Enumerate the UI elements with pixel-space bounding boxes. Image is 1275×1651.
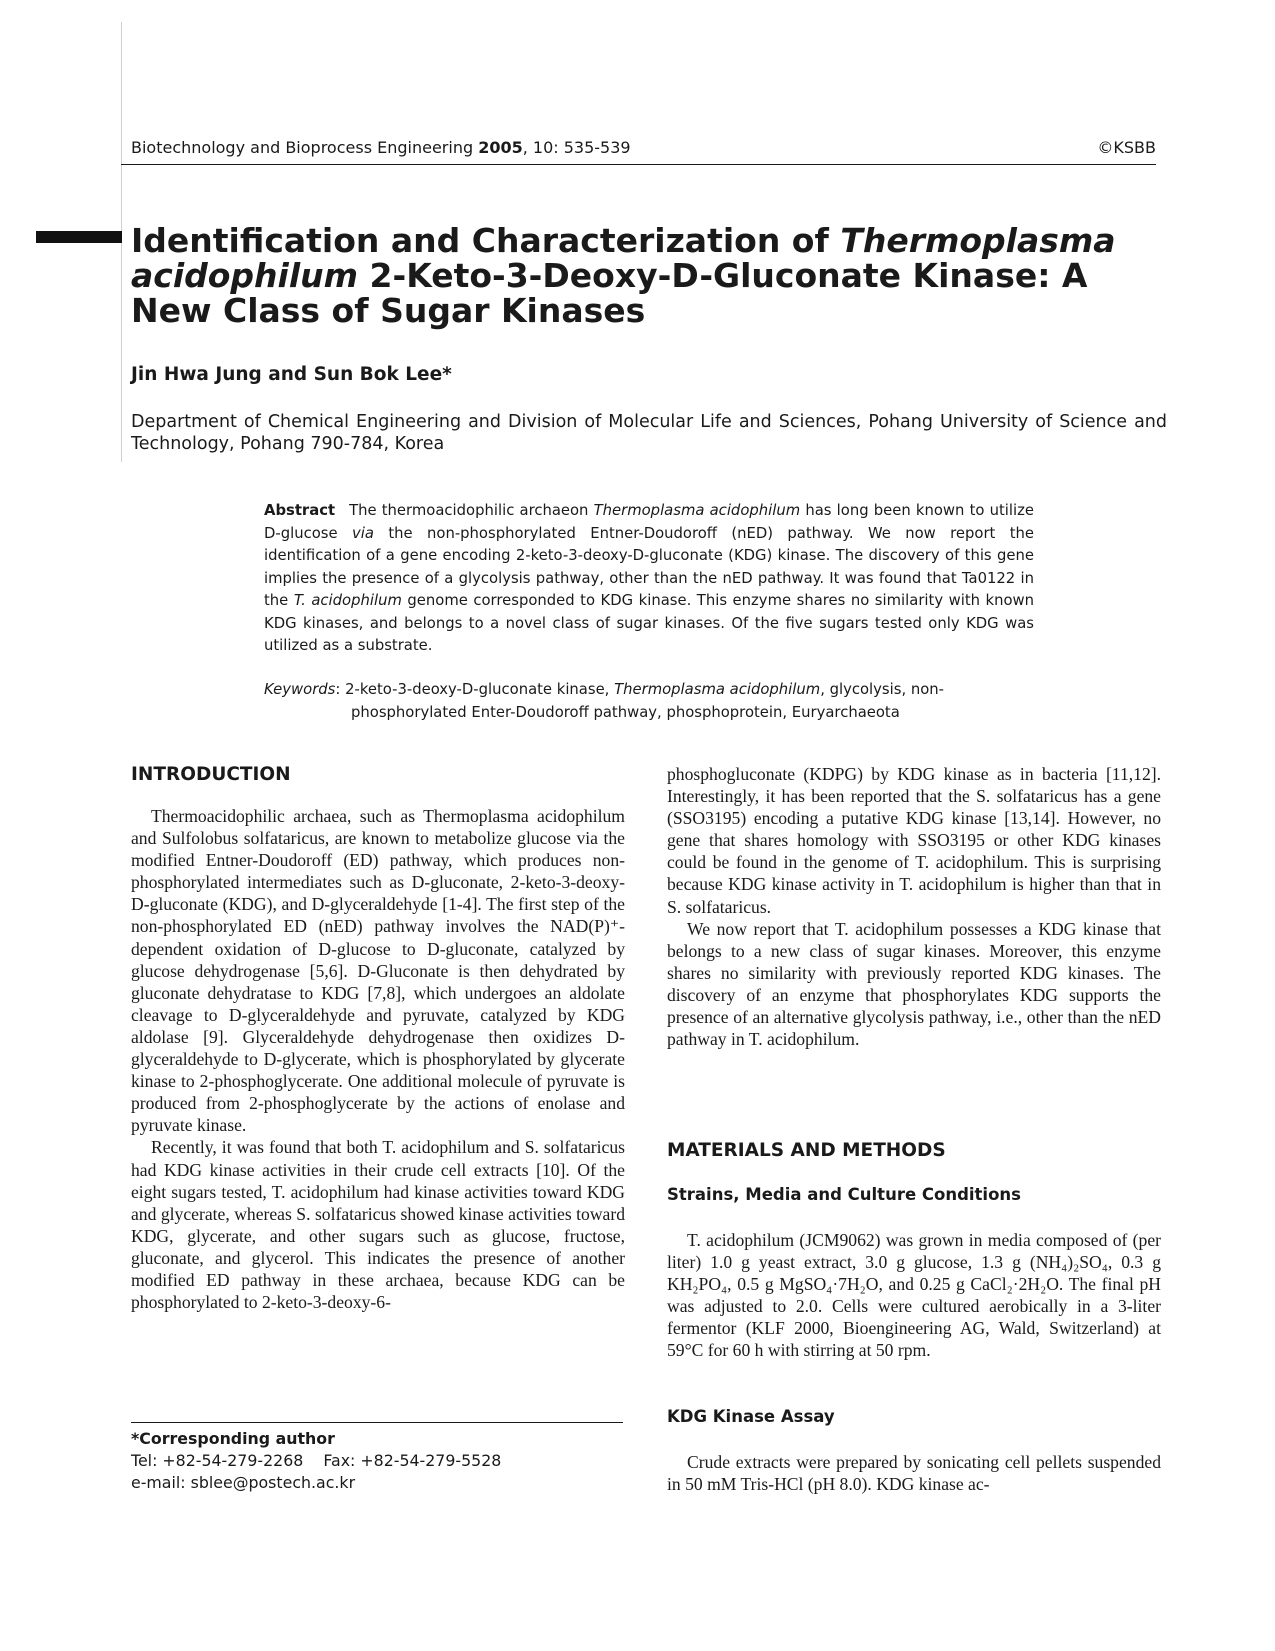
authors: Jin Hwa Jung and Sun Bok Lee* [131, 364, 452, 385]
journal-volume: , 10: 535-539 [522, 138, 631, 157]
subsection-heading-strains: Strains, Media and Culture Conditions [667, 1185, 1021, 1204]
abstract-label: Abstract [264, 502, 336, 519]
journal-name: Biotechnology and Bioprocess Engineering [131, 138, 474, 157]
copyright: ©KSBB [1097, 138, 1156, 157]
footnote-phone: Tel: +82-54-279-2268 Fax: +82-54-279-5528 [131, 1451, 502, 1470]
footnote-rule [131, 1422, 623, 1423]
paragraph: Recently, it was found that both T. acidophilum and S. solfataricus had KDG kinase activities in their crude cell extracts [10]. Of the eight sugars tested, T. acidophilum had kinase activities toward KDG and glycerate, whereas S. solfataricus showed kinase activities toward KDG, glycerate, and other sugars such as glucose, fructose, gluconate, and glycerol. This indicates the presence of another modified ED pathway in these archaea, because KDG can be phosphorylated to 2-keto-3-deoxy-6- [131, 1137, 625, 1313]
introduction-body [131, 805, 625, 1410]
abstract-text: genome corresponded to KDG kinase. This enzyme shares no similarity with known KDG kinases, and belongs to a novel class of sugar kinases. Of the five sugars tested only KDG was utilized as a substrate. [264, 592, 1034, 654]
paragraph: Thermoacidophilic archaea, such as Thermoplasma acidophilum and Sulfolobus solfataricus, are known to metabolize glucose via the modified Entner-Doudoroff (ED) pathway, which produces non-phosphorylated intermediates such as D-gluconate, 2-keto-3-deoxy-D-gluconate (KDG), and D-glyceraldehyde [1-4]. The first step of the non-phosphorylated ED (nED) pathway involves the NAD(P)⁺-dependent oxidation of D-glucose to D-gluconate, catalyzed by glucose dehydrogenase [5,6]. D-Gluconate is then dehydrated by gluconate dehydratase to KDG [7,8], which undergoes an aldolate cleavage to D-glyceraldehyde and pyruvate, catalyzed by KDG aldolase [9]. Glyceraldehyde dehydrogenase then oxidizes D-glyceraldehyde to D-glycerate, which is phosphorylated by glycerate kinase to 2-phosphoglycerate. One additional molecule of pyruvate is produced from 2-phosphoglycerate by the actions of enolase and pyruvate kinase. [131, 806, 625, 1136]
running-header [131, 138, 1156, 157]
abstract-text: has long been known to utilize D-glucose [264, 502, 1034, 542]
article-title [131, 223, 1141, 328]
footnote-email: e-mail: sblee@postech.ac.kr [131, 1473, 356, 1492]
header-rule [121, 164, 1156, 165]
footnote [131, 1428, 501, 1494]
paragraph: T. acidophilum (JCM9062) was grown in media composed of (per liter) 1.0 g yeast extract, 3.0 g glucose, 1.3 g (NH₄)₂SO₄, 0.3 g KH₂PO₄, 0.5 g MgSO₄·7H₂O, and 0.25 g CaCl₂·2H₂O. The final pH was adjusted to 2.0. Cells were cultured aerobically in a 3-liter fermentor (KLF 2000, Bioengineering AG, Wald, Switzerland) at 59°C for 60 h with stirring at 50 rpm. [667, 1230, 1161, 1361]
keywords-text: : 2-keto-3-deoxy-D-gluconate kinase, [335, 681, 615, 698]
paragraph: Crude extracts were prepared by sonicating cell pellets suspended in 50 mM Tris-HCl (pH 8.0). KDG kinase ac- [667, 1452, 1161, 1495]
title-species: Thermoplasma acidophilum [131, 221, 1116, 295]
abstract-italic: via [352, 524, 374, 542]
section-heading-methods: MATERIALS AND METHODS [667, 1140, 946, 1161]
section-heading-introduction: INTRODUCTION [131, 764, 291, 785]
title-text-2: 2-Keto-3-Deoxy-D-Gluconate Kinase: A New Class of Sugar Kinases [131, 256, 1088, 330]
keywords-label: Keywords [264, 681, 336, 698]
abstract-text: the non-phosphorylated Entner-Doudoroff (nED) pathway. We now report the identification of a gene encoding 2-keto-3-deoxy-D-gluconate (KDG) kinase. The discovery of this gene implies the presence of a glycolysis pathway, other than the nED pathway. It was found that Ta0122 in the [264, 524, 1034, 609]
abstract [264, 500, 1034, 658]
keywords-italic: Thermoplasma acidophilum [614, 681, 821, 698]
keywords [264, 679, 1004, 724]
introduction-continued [667, 763, 1161, 1093]
affiliation: Department of Chemical Engineering and Division of Molecular Life and Sciences, Pohang University of Science and Technology, Pohang 790-784, Korea [131, 412, 1167, 454]
keywords-text: phosphorylated Enter-Doudoroff pathway, phosphoprotein, Euryarchaeota [351, 703, 900, 721]
keywords-text: , glycolysis, non- [820, 681, 944, 698]
strains-body [667, 1229, 1161, 1362]
title-text-1: Identification and Characterization of [131, 221, 841, 260]
assay-body [667, 1451, 1161, 1497]
abstract-italic: T. acidophilum [293, 592, 402, 609]
paragraph: phosphogluconate (KDPG) by KDG kinase as in bacteria [11,12]. Interestingly, it has been reported that the S. solfataricus has a gene (SSO3195) encoding a putative KDG kinase [13,14]. However, no gene that shares homology with SSO3195 or other KDG kinases could be found in the genome of T. acidophilum. This is surprising because KDG kinase activity in T. acidophilum is higher than that in S. solfataricus. [667, 764, 1161, 917]
abstract-italic: Thermoplasma acidophilum [593, 502, 801, 519]
subsection-heading-assay: KDG Kinase Assay [667, 1407, 835, 1426]
footnote-label: *Corresponding author [131, 1429, 335, 1448]
title-marker-bar [36, 231, 122, 243]
abstract-text: The thermoacidophilic archaeon [349, 502, 594, 519]
paragraph: We now report that T. acidophilum possesses a KDG kinase that belongs to a new class of sugar kinases. Moreover, this enzyme shares no similarity with previously reported KDG kinases. The discovery of an enzyme that phosphorylates KDG supports the presence of an alternative glycolysis pathway, i.e., other than the nED pathway in T. acidophilum. [667, 918, 1161, 1050]
journal-year: 2005 [478, 138, 523, 157]
